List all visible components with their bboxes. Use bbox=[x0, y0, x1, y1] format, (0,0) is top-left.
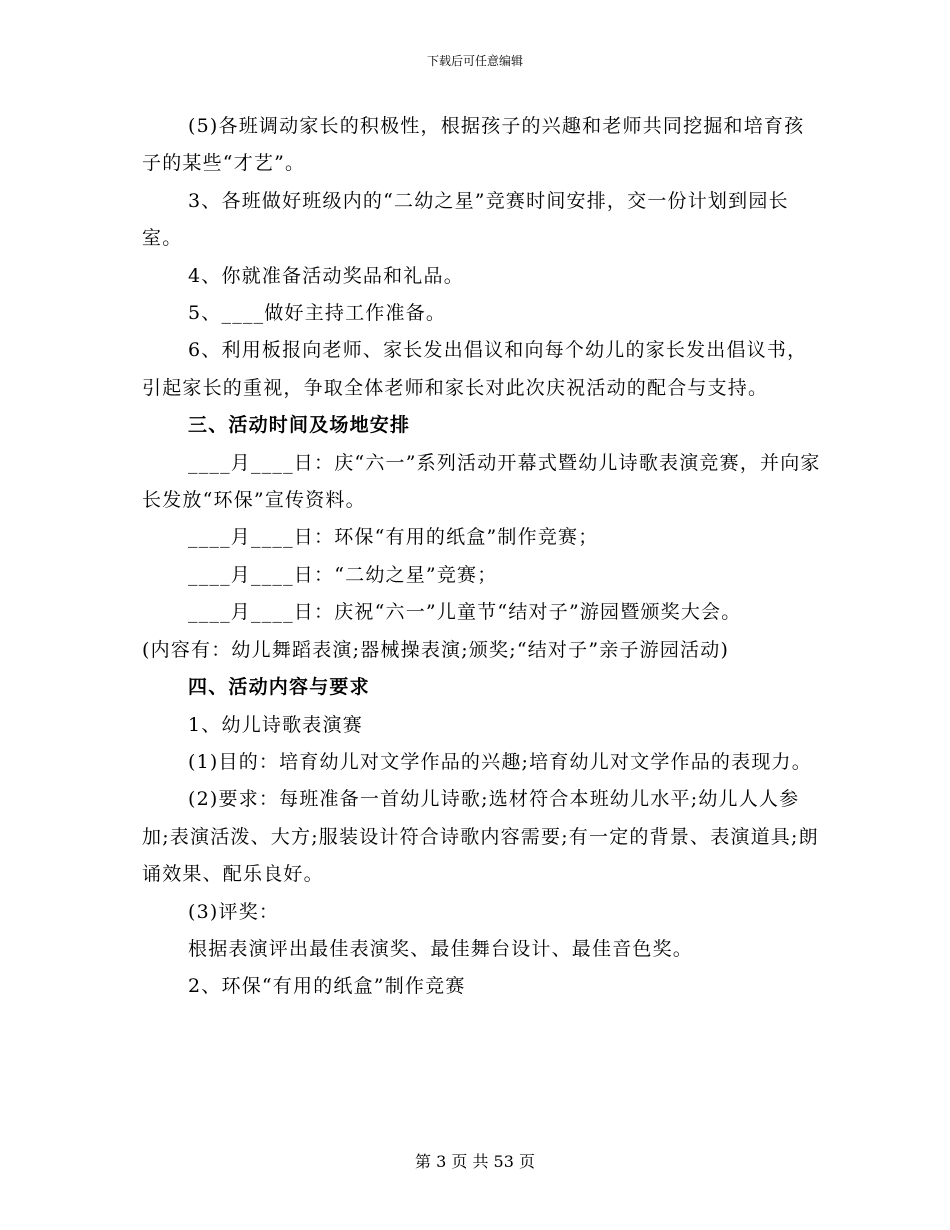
paragraph: ____月____日：环保“有用的纸盒”制作竞赛； bbox=[188, 526, 599, 549]
paragraph: (5)各班调动家长的积极性，根据孩子的兴趣和老师共同挖掘和培育孩子的某些“才艺”。 bbox=[142, 115, 805, 175]
page-footer: 第 3 页 共 53 页 bbox=[415, 1152, 535, 1171]
paragraph: 根据表演评出最佳表演奖、最佳舞台设计、最佳音色奖。 bbox=[188, 937, 694, 960]
paragraph: 3、各班做好班级内的“二幼之星”竞赛时间安排，交一份计划到园长室。 bbox=[142, 189, 789, 250]
paragraph: (1)目的：培育幼儿对文学作品的兴趣;培育幼儿对文学作品的表现力。 bbox=[188, 750, 812, 773]
paragraph: (3)评奖： bbox=[188, 900, 280, 923]
section-heading: 四、活动内容与要求 bbox=[188, 676, 370, 699]
subsection-heading: 1、幼儿诗歌表演赛 bbox=[188, 713, 363, 736]
document-body bbox=[142, 108, 822, 1006]
section-heading: 三、活动时间及场地安排 bbox=[188, 414, 411, 437]
paragraph: 6、利用板报向老师、家长发出倡议和向每个幼儿的家长发出倡议书，引起家长的重视，争取全体老师和家长对此次庆祝活动的配合与支持。 bbox=[142, 339, 808, 399]
paragraph: 5、____做好主持工作准备。 bbox=[188, 302, 447, 325]
paragraph: ____月____日：“二幼之星”竞赛； bbox=[188, 563, 498, 586]
paragraph: (2)要求：每班准备一首幼儿诗歌;选材符合本班幼儿水平;幼儿人人参加;表演活泼、大方;服装设计符合诗歌内容需要;有一定的背景、表演道具;朗诵效果、配乐良好。 bbox=[142, 788, 819, 886]
paragraph: ____月____日：庆祝“六一”儿童节“结对子”游园暨颁奖大会。 bbox=[188, 601, 742, 624]
paragraph: ____月____日：庆“六一”系列活动开幕式暨幼儿诗歌表演竞赛，并向家长发放“环保”宣传资料。 bbox=[142, 451, 821, 512]
subsection-heading: 2、环保“有用的纸盒”制作竞赛 bbox=[188, 975, 466, 998]
page-header: 下载后可任意编辑 bbox=[426, 54, 523, 68]
paragraph: (内容有：幼儿舞蹈表演;器械操表演;颁奖;“结对子”亲子游园活动) bbox=[142, 638, 730, 661]
paragraph: 4、你就准备活动奖品和礼品。 bbox=[188, 264, 464, 287]
